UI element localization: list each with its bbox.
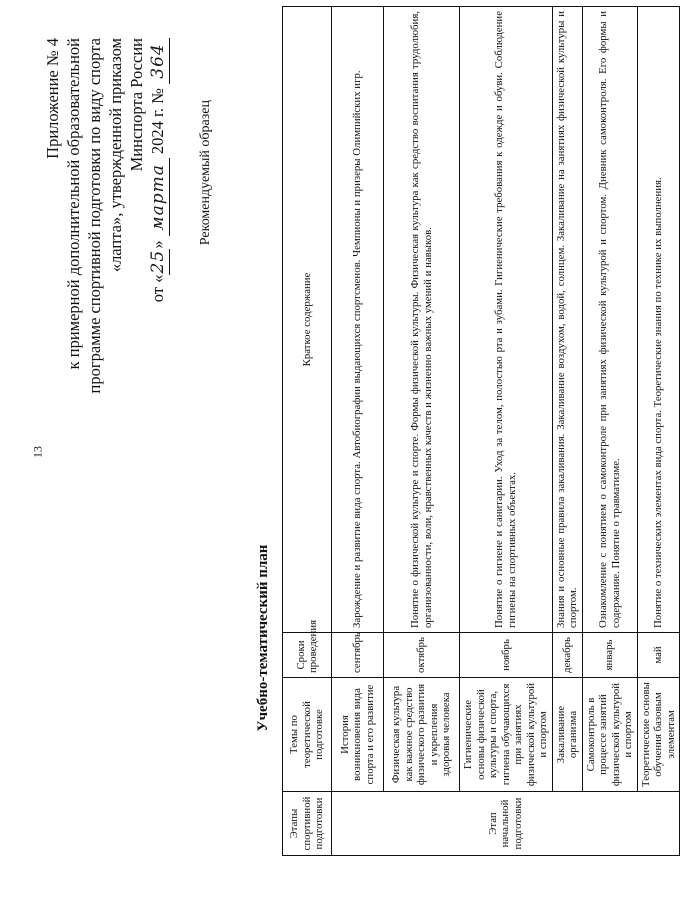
stage-cell: Этап начальной подготовки [332, 792, 680, 856]
table-row [552, 7, 582, 856]
recommended-sample-label: Рекомендуемый образец [198, 100, 213, 246]
header-term: Сроки проведения [283, 633, 332, 678]
topic-cell: Закаливание организма [552, 678, 582, 792]
appendix-line-1: Приложение № 4 [43, 38, 62, 159]
topic-cell: Самоконтроль в процессе занятий физической культурой и спортом [582, 678, 637, 792]
table-row [384, 7, 460, 856]
term-cell: январь [582, 633, 637, 678]
date-month: марта [148, 158, 170, 236]
appendix-line-4: «лапта», утвержденной приказом [106, 38, 125, 273]
table-row [460, 7, 553, 856]
header-content: Краткое содержание [283, 7, 332, 633]
date-year: 2024 г. № [148, 88, 167, 155]
term-cell: ноябрь [460, 633, 553, 678]
date-day: 25 [148, 249, 168, 274]
table-row [637, 7, 680, 856]
appendix-header [42, 38, 170, 558]
table-row [332, 7, 384, 856]
order-number: 364 [148, 38, 170, 84]
appendix-line-3: программе спортивной подготовки по виду спорта [85, 38, 104, 394]
content-cell: Ознакомление с понятием о самоконтроле при занятиях физической культурой и спортом. Дневник самоконтроля. Его формы и содержание. Понятие о травматизме. [582, 7, 637, 633]
content-cell: Зарождение и развитие вида спорта. Автобиографии выдающихся спортсменов. Чемпионы и призеры Олимпийских игр. [332, 7, 384, 633]
content-cell: Понятие о гигиене и санитарии. Уход за телом, полостью рта и зубами. Гигиенические требования к одежде и обуви. Соблюдение гигиены на спортивных объектах. [460, 7, 553, 633]
header-stage: Этапы спортивной подготовки [283, 792, 332, 856]
date-prefix: от « [148, 274, 167, 303]
topic-cell: История возникновения вида спорта и его развитие [332, 678, 384, 792]
date-mid: » [148, 240, 167, 249]
table-header-row [283, 7, 332, 856]
appendix-line-2: к примерной дополнительной образовательной [64, 38, 83, 370]
appendix-line-5: Минспорта России [127, 38, 146, 172]
topic-cell: Гигиенические основы физической культуры и спорта, гигиена обучающихся при занятиях физической культурой и спортом [460, 678, 553, 792]
plan-title: Учебно-тематический план [255, 544, 271, 732]
page-number: 13 [30, 446, 45, 458]
appendix-date-line [147, 38, 170, 558]
content-cell: Понятие о технических элементах вида спорта. Теоретические знания по технике их выполнения. [637, 7, 680, 633]
topic-cell: Физическая культура как важное средство физического развития и укрепления здоровья человека [384, 678, 460, 792]
term-cell: сентябрь [332, 633, 384, 678]
term-cell: декабрь [552, 633, 582, 678]
term-cell: май [637, 633, 680, 678]
topic-cell: Теоретические основы обучения базовым элементам [637, 678, 680, 792]
content-cell: Понятие о физической культуре и спорте. Формы физической культуры. Физическая культура как средство воспитания трудолюбия, организованности, воли, нравственных качеств и жизненно важных умений и навыков. [384, 7, 460, 633]
header-topic: Темы по теоретической подготовке [283, 678, 332, 792]
term-cell: октябрь [384, 633, 460, 678]
table-row [582, 7, 637, 856]
thematic-plan-table [282, 6, 680, 856]
content-cell: Знания и основные правила закаливания. Закаливание воздухом, водой, солнцем. Закаливание на занятиях физической культуры и спортом. [552, 7, 582, 633]
